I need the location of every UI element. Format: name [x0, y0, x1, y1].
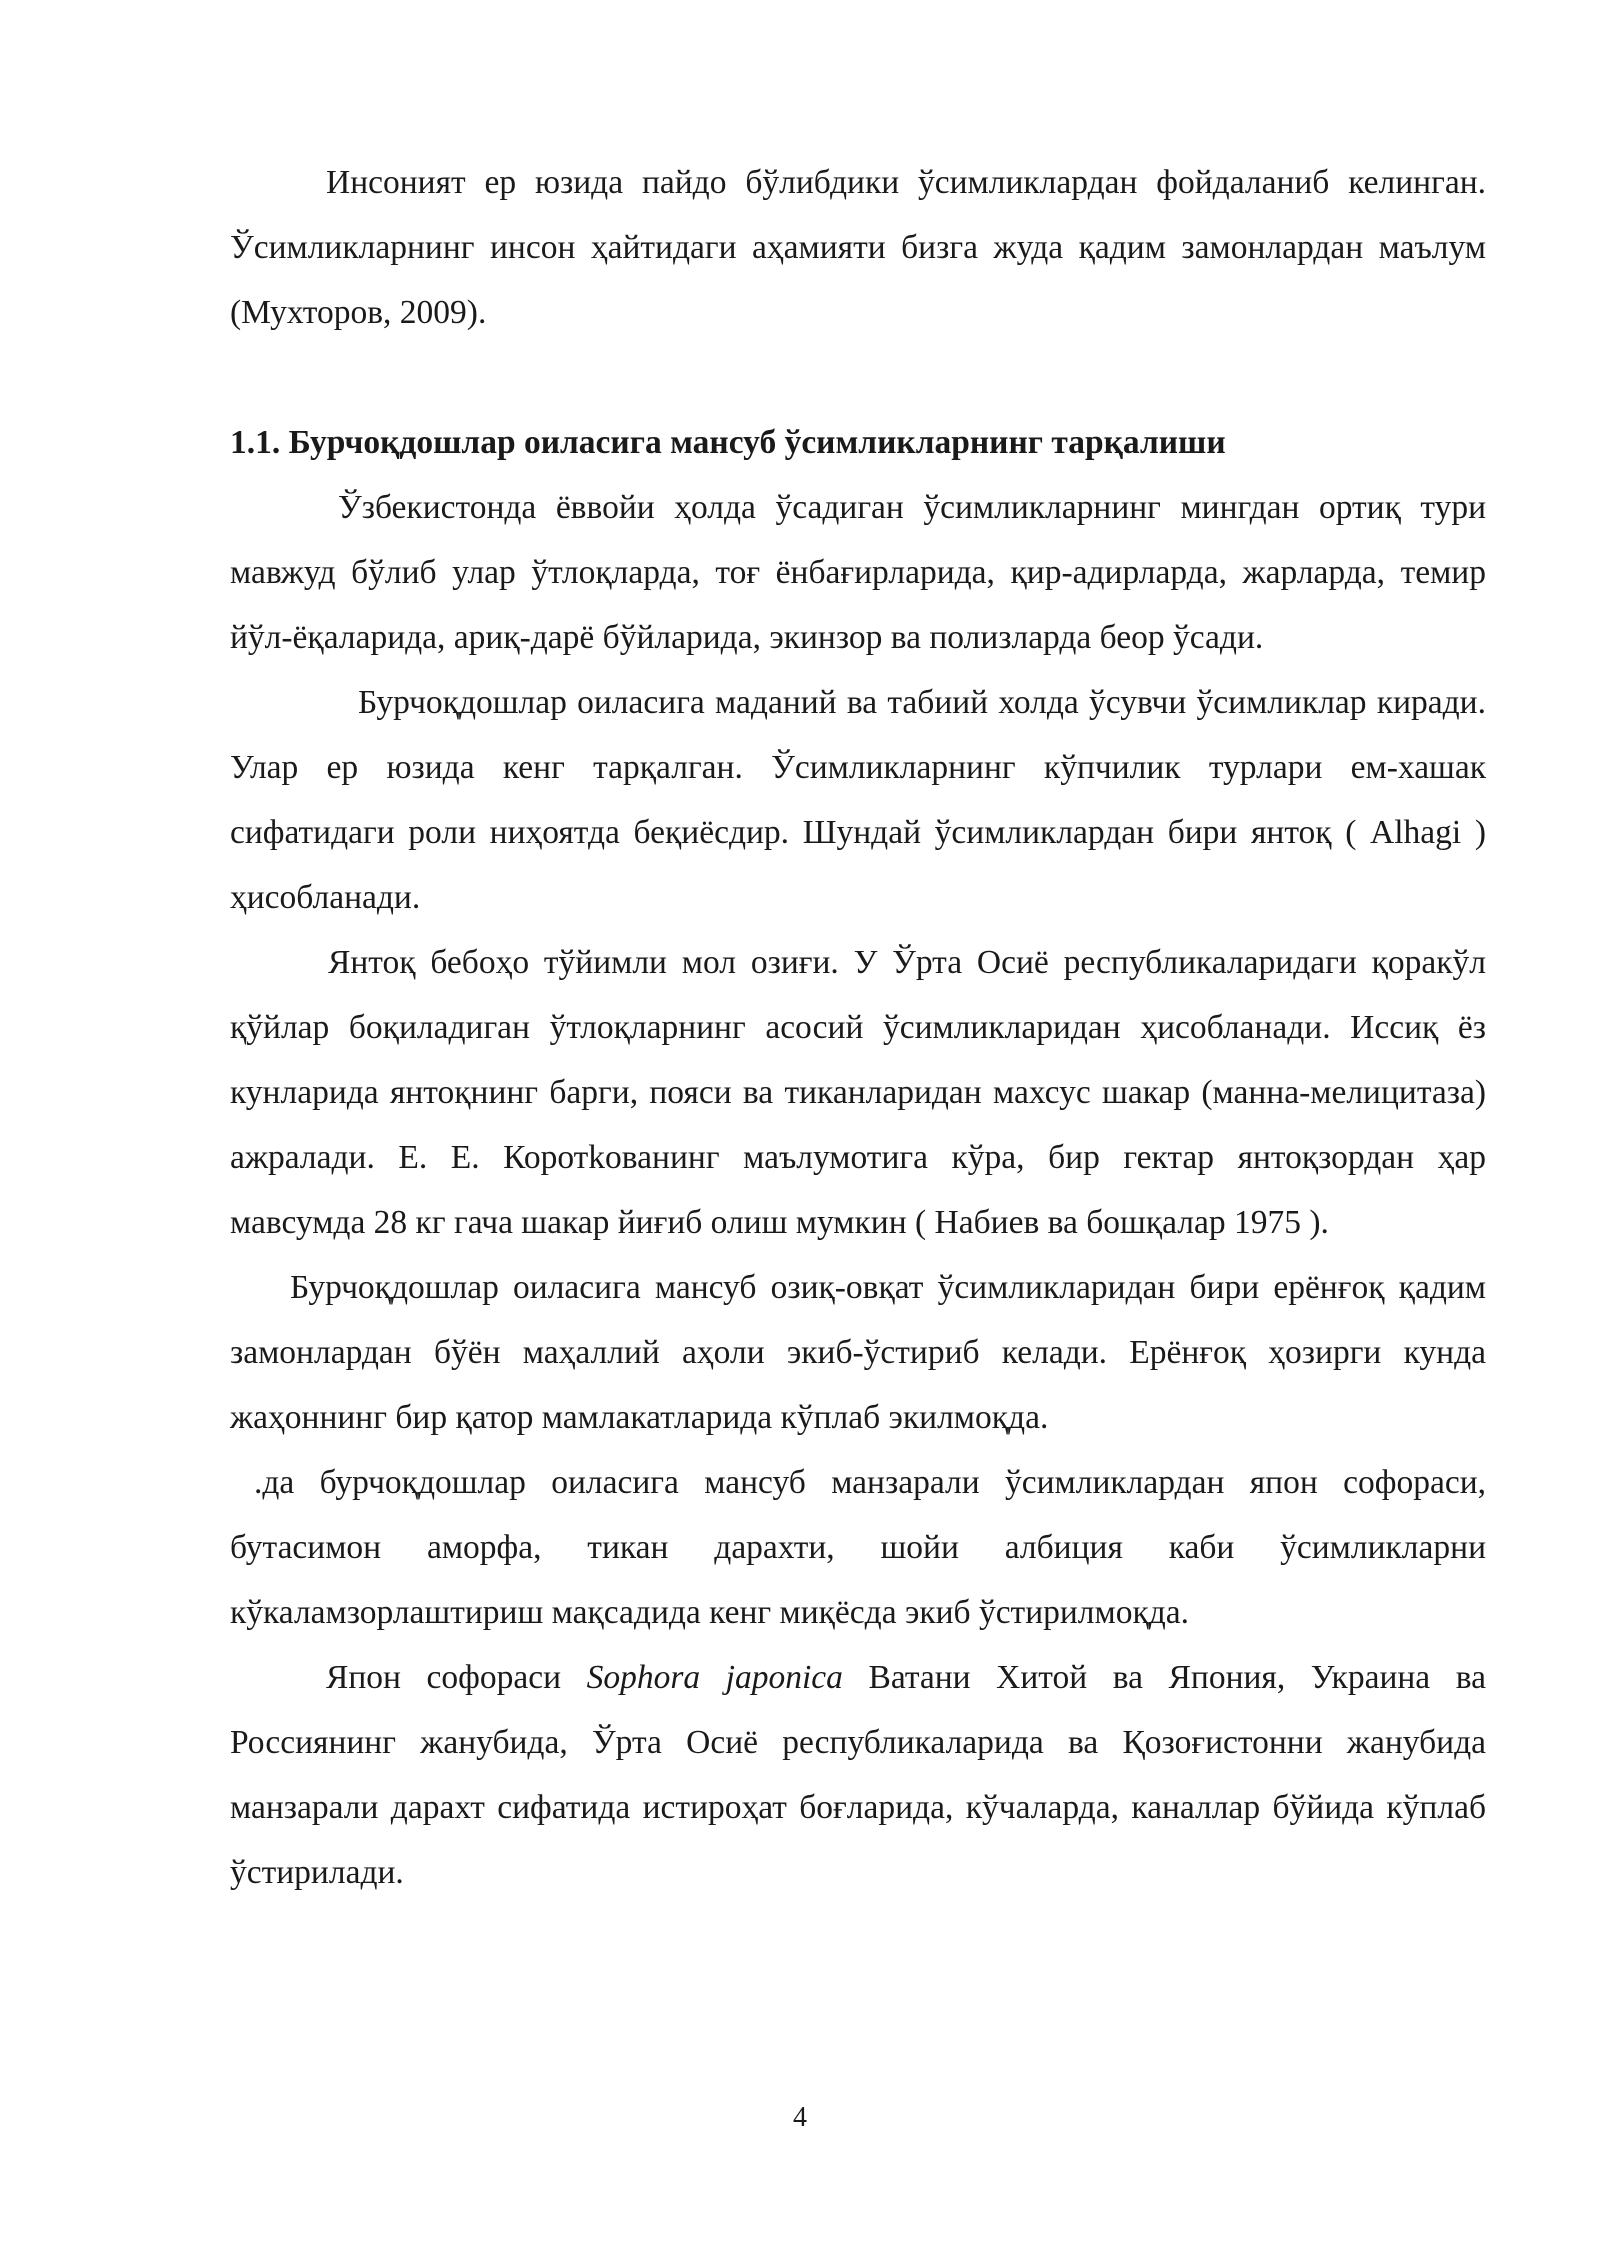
- paragraph-alhagi: Янтоқ бебоҳо тўйимли мол озиғи. У Ўрта Осиё республикаларидаги қоракўл қўйлар боқиладиган ўтлоқларнинг асосий ўсимликларидан ҳисобланади. Иссиқ ёз кунларида янтоқнинг барги, пояси ва тиканларидан махсус шакар (манна-мелицитаза) ажралади. Е. Е. Коротkoванинг маълумотига кўра, бир гектар янтоқзордан ҳар мавсумда 28 кг гача шакар йиғиб олиш мумкин ( Набиев ва бошқалар 1975 ).: [230, 944, 1486, 1241]
- sophora-latin-name: Sophora japonica: [586, 1659, 843, 1696]
- paragraph-intro: Инсоният ер юзида пайдо бўлибдики ўсимликлардан фойдаланиб келинган. Ўсимликларнинг инсон ҳайтидаги аҳамияти бизга жуда қадим замонлардан маълум (Мухторов, 2009).: [230, 164, 1486, 331]
- sophora-text-before: Япон софораси: [326, 1659, 587, 1696]
- page-number: 4: [793, 2102, 807, 2133]
- document-body: [230, 150, 1486, 1905]
- sophora-text-after: Ватани Хитой ва Япония, Украина ва Россиянинг жанубида, Ўрта Осиё республикаларида ва Қозоғистонни жанубида манзарали дарахт сифатида истироҳат боғларида, кўчаларда, каналлар бўйида кўплаб ўстирилади.: [230, 1659, 1486, 1891]
- paragraph-legumes: Бурчоқдошлар оиласига маданий ва табиий холда ўсувчи ўсимликлар киради. Улар ер юзида кенг тарқалган. Ўсимликларнинг кўпчилик турлари ем-хашак сифатидаги роли ниҳоятда беқиёсдир. Шундай ўсимликлардан бири янтоқ ( Alhagi ) ҳисобланади.: [230, 684, 1486, 916]
- paragraph-peanut: Бурчоқдошлар оиласига мансуб озиқ-овқат ўсимликларидан бири ерёнғоқ қадим замонлардан бўён маҳаллий аҳоли экиб-ўстириб келади. Ерёнғоқ ҳозирги кунда жаҳоннинг бир қатор мамлакатларида кўплаб экилмоқда.: [230, 1269, 1486, 1436]
- paragraph-sophora: [230, 1645, 1486, 1905]
- paragraph-ornamental: .да бурчоқдошлар оиласига мансуб манзарали ўсимликлардан япон софораси, бутасимон аморфа, тикан дарахти, шойи албиция каби ўсимликларни кўкаламзорлаштириш мақсадида кенг миқёсда экиб ўстирилмоқда.: [230, 1464, 1486, 1631]
- paragraph-distribution: Ўзбекистонда ёввойи ҳолда ўсадиган ўсимликларнинг мингдан ортиқ тури мавжуд бўлиб улар ўтлоқларда, тоғ ёнбағирларида, қир-адирларда, жарларда, темир йўл-ёқаларида, ариқ-дарё бўйларида, экинзор ва полизларда беор ўсади.: [230, 489, 1486, 656]
- section-heading: 1.1. Бурчоқдошлар оиласига мансуб ўсимликларнинг тарқалиши: [230, 424, 1226, 461]
